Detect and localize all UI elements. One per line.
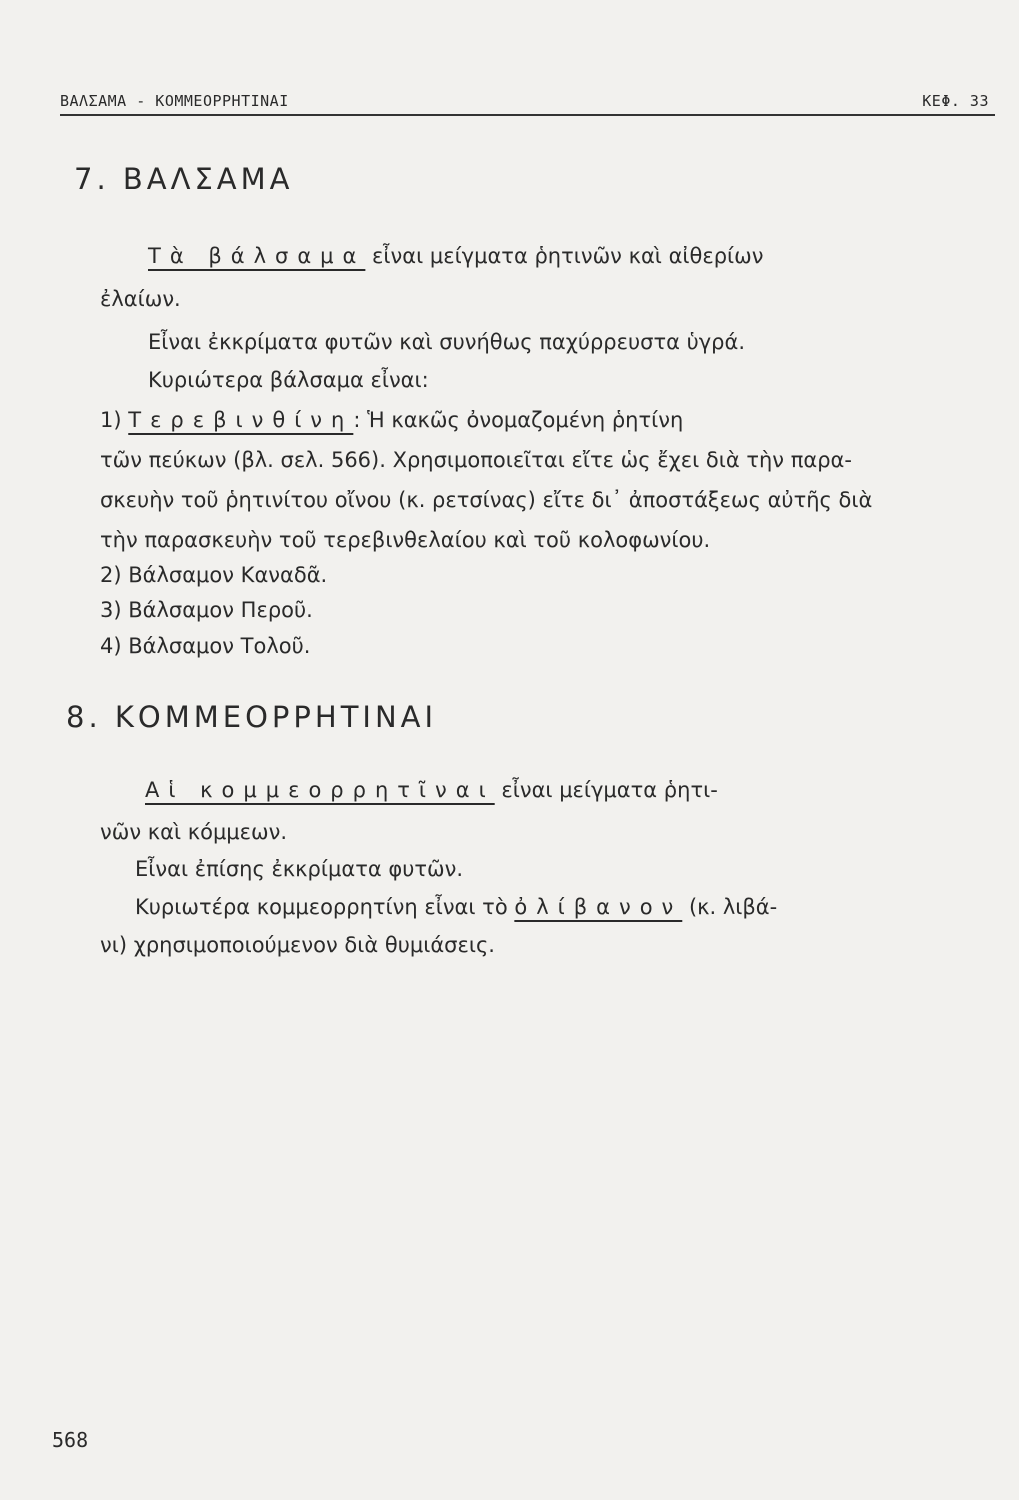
term-kommeorrhetinai: Αἱ κομμεορρητῖναι [145, 778, 495, 802]
list-item-2: 2) Βάλσαμον Καναδᾶ. [100, 563, 328, 587]
list-item-3: 3) Βάλσαμον Περοῦ. [100, 598, 313, 622]
paragraph-line: νῶν καὶ κόμμεων. [100, 820, 288, 844]
section-8-heading: 8. ΚΟΜΜΕΟΡΡΗΤΙΝΑΙ [66, 700, 438, 734]
list-text: : Ἡ κακῶς ὀνομαζομένη ῥητίνη [353, 408, 684, 432]
term-terebinthine: Τερεβινθίνη [128, 408, 354, 432]
paragraph-line [135, 895, 777, 919]
term-olibanon: ὀλίβανον [514, 895, 683, 919]
page-number: 568 [52, 1428, 89, 1452]
list-number: 1) [100, 408, 122, 432]
paragraph-line: Εἶναι ἐκκρίματα φυτῶν καὶ συνήθως παχύρρευστα ὑγρά. [148, 330, 746, 354]
paragraph-line: ἐλαίων. [100, 287, 181, 311]
section-7-heading: 7. ΒΑΛΣΑΜΑ [74, 162, 294, 196]
definition-text: εἶναι μείγματα ῥητινῶν καὶ αἰθερίων [365, 244, 764, 268]
paragraph-line: τῶν πεύκων (βλ. σελ. 566). Χρησιμοποιεῖται εἴτε ὡς ἔχει διὰ τὴν παρα- [100, 448, 852, 472]
section-7-definition [148, 244, 763, 268]
term-balsama: Τὰ βάλσαμα [148, 244, 366, 268]
definition-text: εἶναι μείγματα ῥητι- [494, 778, 718, 802]
paragraph-line: νι) χρησιμοποιούμενον διὰ θυμιάσεις. [100, 933, 495, 957]
list-item-4: 4) Βάλσαμον Τολοῦ. [100, 634, 311, 658]
paragraph-line: σκευὴν τοῦ ῥητινίτου οἴνου (κ. ρετσίνας) εἴτε δι᾽ ἀποστάξεως αὐτῆς διὰ [100, 488, 873, 512]
paragraph-text: (κ. λιβά- [682, 895, 778, 919]
running-header-title: ΒΑΛΣΑΜΑ - ΚΟΜΜΕΟΡΡΗΤΙΝΑΙ [60, 92, 289, 110]
header-rule [60, 114, 995, 116]
paragraph-text: Κυριωτέρα κομμεορρητίνη εἶναι τὸ [135, 895, 515, 919]
paragraph-line: Κυριώτερα βάλσαμα εἶναι: [148, 368, 429, 392]
chapter-label: ΚΕΦ. 33 [922, 92, 989, 110]
paragraph-line: Εἶναι ἐπίσης ἐκκρίματα φυτῶν. [135, 857, 463, 881]
paragraph-line: τὴν παρασκευὴν τοῦ τερεβινθελαίου καὶ τοῦ κολοφωνίου. [100, 528, 711, 552]
list-item-1 [100, 408, 683, 432]
section-8-definition [145, 778, 718, 802]
